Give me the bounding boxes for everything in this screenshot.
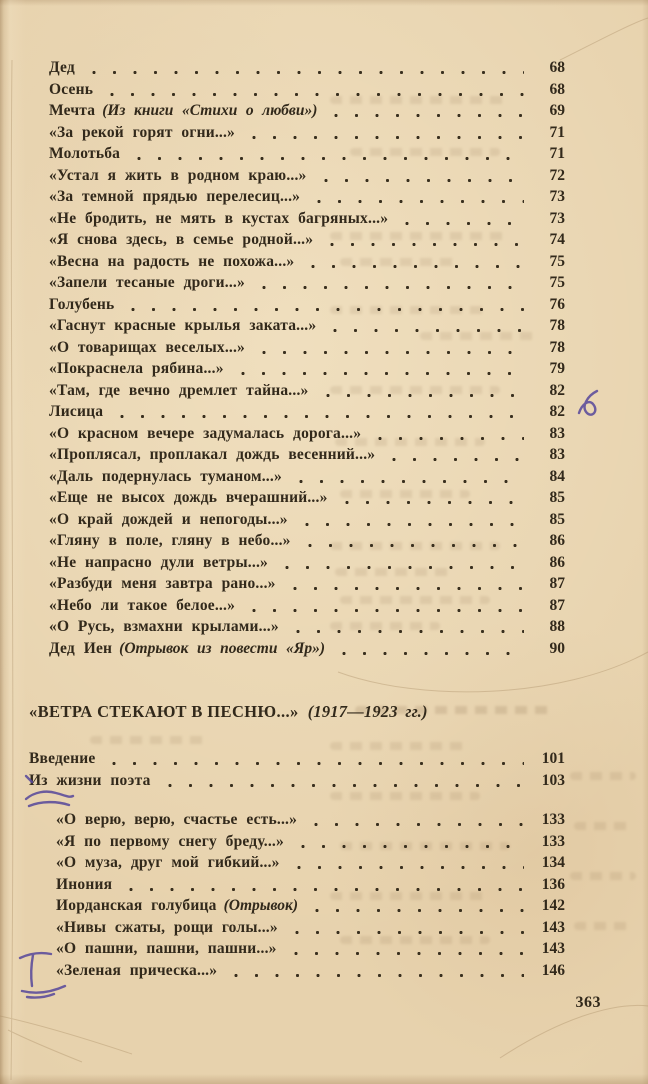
dot-leader [293,833,524,855]
toc-entry [49,382,565,404]
toc-entry-page-number: 78 [549,338,565,356]
toc-entry-page-number: 87 [549,596,565,614]
dot-leader [286,940,524,962]
toc-entry [49,102,565,124]
toc-entry [49,640,565,662]
toc-entry-page-number: 146 [541,961,565,979]
toc-entry [49,532,565,554]
toc-entry-title: «Не напрасно дули ветры...» [49,553,268,571]
toc-entry-title: «Весна на радость не похожа...» [49,252,295,270]
toc-entry [49,554,565,576]
toc-entry-note: (Отрывок) [223,897,298,914]
show-through-smudge [570,872,636,880]
toc-entry-page-number: 143 [541,918,565,936]
show-through-smudge [90,736,210,744]
toc-entry-title: «Зеленая прическа...» [56,961,218,979]
toc-entry [49,403,565,425]
toc-entry-page-number: 74 [549,231,565,248]
toc-entry-title: «Небо ли такое белое...» [49,596,236,614]
toc-entry-page-number: 134 [541,854,565,871]
dot-leader [322,231,524,253]
page-number: 363 [575,994,601,1011]
dot-leader [326,102,524,124]
toc-entry-title: Введение [29,750,96,767]
toc-entry [49,618,565,640]
toc-entry-page-number: 85 [549,510,565,528]
toc-entry-title: «О товарищах веселых...» [49,338,245,356]
toc-entry-page-number: 83 [549,446,565,463]
toc-entry-title: «За рекой горят огни...» [49,123,236,141]
dot-leader [244,124,524,146]
dot-leader [226,962,524,984]
toc-entry-title: Дед Иен [49,639,113,657]
toc-entry [29,750,565,772]
dot-leader [121,876,524,898]
toc-entry-page-number: 142 [541,897,565,914]
toc-entry [49,124,565,146]
dot-leader [104,750,524,772]
toc-entry-title: «О верю, верю, счастье есть...» [56,811,298,828]
dot-leader [289,854,524,876]
toc-entry [56,833,565,855]
toc-entry-title: Мечта [49,102,96,119]
toc-entry-page-number: 68 [549,59,565,76]
toc-entry-page-number: 88 [549,618,565,635]
toc-entry-title: «О Русь, взмахни крылами...» [49,618,279,635]
toc-part1-list [49,59,565,661]
dot-leader [291,468,524,490]
dot-leader [123,296,524,318]
section-header [29,702,428,722]
toc-entry-page-number: 85 [549,489,565,506]
toc-entry-title: «Там, где вечно дремлет тайна...» [49,381,309,399]
dot-leader [244,597,524,619]
dot-leader [306,811,524,833]
toc-entry [49,188,565,210]
toc-entry [49,511,565,533]
dot-leader [316,167,524,189]
toc-entry [56,940,565,962]
dot-leader [277,554,524,576]
toc-entry-title: «Устал я жить в родном краю...» [49,166,307,184]
toc-entry-title: «Не бродить, не мять в кустах багряных...» [49,209,389,227]
toc-entry [56,811,565,833]
section-years: (1917—1923 гг.) [307,702,428,721]
toc-entry-title: Из жизни поэта [29,771,151,789]
toc-entry [49,446,565,468]
toc-entry-page-number: 143 [541,940,565,957]
toc-entry [49,575,565,597]
toc-entry-title: «Еще не высох дождь вчерашний...» [49,489,328,506]
toc-entry [49,339,565,361]
toc-entry [56,962,565,984]
dot-leader [129,145,524,167]
dot-leader [303,253,524,275]
toc-entry [56,876,565,898]
dot-leader [287,919,524,941]
toc-entry-page-number: 71 [549,123,565,141]
toc-entry-title: «Запели тесаные дроги...» [49,274,245,291]
dot-leader [397,210,524,232]
toc-entry-page-number: 82 [549,381,565,399]
toc-entry-page-number: 73 [549,188,565,205]
toc-entry [49,167,565,189]
toc-entry-page-number: 136 [541,875,565,893]
toc-entry-page-number: 84 [549,467,565,485]
toc-entry [56,919,565,941]
toc-entry-title: «Проплясал, проплакал дождь весенний...» [49,446,376,463]
dot-leader [334,640,524,662]
dot-leader [84,59,524,81]
toc-entry [49,597,565,619]
toc-entry-page-number: 133 [541,811,565,828]
toc-entry-page-number: 71 [549,145,565,162]
toc-part2-list [56,811,565,983]
toc-entry-page-number: 78 [549,317,565,334]
toc-entry [49,210,565,232]
toc-entry [49,489,565,511]
toc-entry [49,81,565,103]
toc-entry [29,772,565,794]
dot-leader [285,575,524,597]
show-through-smudge [570,772,636,780]
toc-entry-page-number: 68 [549,80,565,98]
toc-entry [49,274,565,296]
dot-leader [370,425,524,447]
toc-entry-title: Дед [49,59,75,76]
toc-entry-note: (Отрывок из повести «Яр») [119,639,326,657]
toc-entry-page-number: 75 [549,252,565,270]
toc-entry-title: «О пашни, пашни, пашни...» [56,940,277,957]
toc-entry-title: «О край дождей и непогоды...» [49,510,288,528]
toc-entry-page-number: 103 [541,771,565,789]
toc-entry-page-number: 72 [549,166,565,184]
toc-entry-title: «Разбуди меня завтра рано...» [49,575,276,592]
toc-entry-title: Голубень [49,295,115,313]
toc-entry-title: «О муза, друг мой гибкий...» [56,854,280,871]
dot-leader [325,317,524,339]
dot-leader [300,532,524,554]
toc-entry-page-number: 86 [549,553,565,571]
section-title: «ВЕТРА СТЕКАЮТ В ПЕСНЮ...» [29,702,299,721]
dot-leader [337,489,524,511]
toc-entry [49,253,565,275]
dot-leader [384,446,524,468]
toc-entry-page-number: 90 [549,639,565,657]
toc-entry-page-number: 87 [549,575,565,592]
toc-entry [49,360,565,382]
toc-entry-title: «Нивы сжаты, рощи голы...» [56,918,278,936]
toc-entry [56,854,565,876]
toc-entry-title: Иорданская голубица [56,897,217,914]
dot-leader [254,339,524,361]
show-through-smudge [574,822,634,830]
toc-entry-title: Инония [56,875,113,893]
toc-entry-title: «Даль подернулась туманом...» [49,467,282,485]
toc-entry-title: Молотьба [49,145,121,162]
show-through-smudge [330,742,470,750]
toc-entry [49,296,565,318]
toc-entry [49,145,565,167]
toc-entry-title: «За темной прядью перелесиц...» [49,188,301,205]
toc-entry-title: «О красном вечере задумалась дорога...» [49,424,362,442]
dot-leader [112,403,524,425]
toc-entry [56,897,565,919]
margin-loop-mark [579,391,597,415]
toc-section-intro-list [29,750,565,793]
toc-entry-page-number: 82 [549,403,565,420]
toc-entry-title: «Я по первому снегу бреду...» [56,832,284,850]
toc-entry-page-number: 73 [549,209,565,227]
dot-leader [297,511,524,533]
dot-leader [160,772,524,794]
toc-entry-page-number: 101 [541,750,565,767]
toc-entry-page-number: 76 [549,295,565,313]
toc-entry-title: «Гаснут красные крылья заката...» [49,317,317,334]
toc-entry [49,468,565,490]
toc-entry-page-number: 75 [549,274,565,291]
show-through-smudge [330,792,480,800]
toc-entry-page-number: 133 [541,832,565,850]
toc-entry [49,231,565,253]
toc-entry-title: Осень [49,80,94,98]
dot-leader [309,188,524,210]
toc-entry-title: «Я снова здесь, в семье родной...» [49,231,314,248]
dot-leader [254,274,524,296]
toc-entry-title: «Покраснела рябина...» [49,360,224,377]
toc-entry [49,425,565,447]
dot-leader [233,360,524,382]
toc-entry-page-number: 69 [549,102,565,119]
show-through-smudge [574,922,634,930]
toc-entry-title: Лисица [49,403,104,420]
dot-leader [102,81,524,103]
toc-entry-page-number: 79 [549,360,565,377]
toc-entry-note: (Из книги «Стихи о любви») [102,102,318,119]
dot-leader [288,618,524,640]
toc-entry-page-number: 83 [549,424,565,442]
toc-entry [49,317,565,339]
toc-entry [49,59,565,81]
toc-entry-page-number: 86 [549,532,565,549]
dot-leader [318,382,525,404]
dot-leader [307,897,524,919]
toc-entry-title: «Гляну в поле, гляну в небо...» [49,532,291,549]
